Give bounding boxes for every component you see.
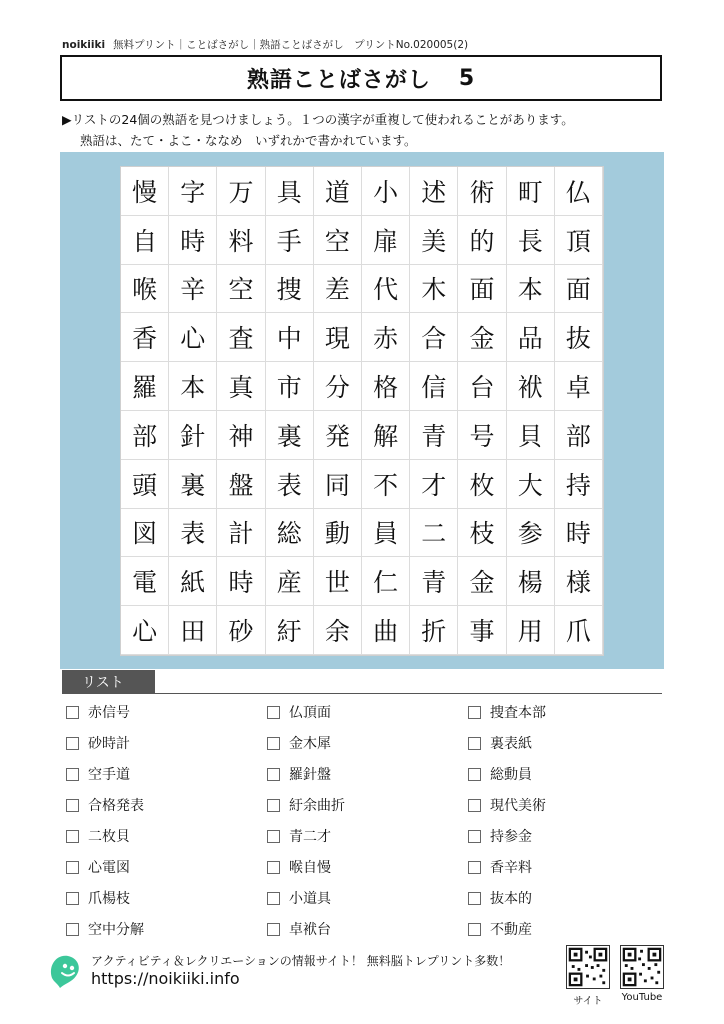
grid-cell[interactable]: 青 (410, 557, 458, 606)
qr-code-site-icon[interactable] (566, 945, 610, 989)
grid-cell[interactable]: 神 (217, 411, 265, 460)
grid-cell[interactable]: 紙 (169, 557, 217, 606)
list-item (267, 764, 331, 784)
list-item-label: 赤信号 (88, 705, 130, 721)
checkbox[interactable] (66, 799, 79, 812)
page-title: 熟語ことばさがし (246, 67, 431, 93)
grid-cell[interactable]: 仁 (362, 557, 410, 606)
list-item (66, 919, 144, 939)
list-item (468, 857, 532, 877)
grid-cell[interactable]: 空 (314, 216, 362, 265)
grid-cell[interactable]: 砂 (217, 606, 265, 655)
noikiiki-logo-icon (44, 948, 86, 990)
checkbox[interactable] (66, 830, 79, 843)
footer-tagline: アクティビティ＆レクリエーションの情報サイト！ 無料脳トレプリント多数！ (91, 954, 511, 968)
list-item-label: 持参金 (490, 829, 532, 845)
grid-cell[interactable]: 仏 (555, 167, 603, 216)
grid-cell[interactable]: 扉 (362, 216, 410, 265)
brand-name: noikiiki (62, 39, 106, 51)
grid-cell[interactable]: 員 (362, 509, 410, 558)
page-number: 5 (458, 65, 476, 91)
list-item (66, 702, 130, 722)
list-divider (62, 693, 662, 694)
grid-cell[interactable]: 様 (555, 557, 603, 606)
grid-cell[interactable]: 針 (169, 411, 217, 460)
checkbox[interactable] (468, 799, 481, 812)
list-item-label: 空手道 (88, 767, 130, 783)
list-item (267, 857, 331, 877)
grid-cell[interactable]: 楊 (507, 557, 555, 606)
list-item-label: 捜査本部 (490, 705, 546, 721)
checkbox[interactable] (66, 706, 79, 719)
list-item-label: 総動員 (490, 767, 532, 783)
grid-cell[interactable]: 部 (121, 411, 169, 460)
grid-cell[interactable]: 抜 (555, 313, 603, 362)
list-item (66, 826, 130, 846)
grid-cell[interactable]: 発 (314, 411, 362, 460)
checkbox[interactable] (66, 861, 79, 874)
list-item (66, 857, 130, 877)
grid-cell[interactable]: 田 (169, 606, 217, 655)
grid-cell[interactable]: 二 (410, 509, 458, 558)
grid-cell[interactable]: 折 (410, 606, 458, 655)
grid-cell[interactable]: 合 (410, 313, 458, 362)
grid-cell[interactable]: 時 (169, 216, 217, 265)
checkbox[interactable] (66, 737, 79, 750)
grid-cell[interactable]: 自 (121, 216, 169, 265)
qr-youtube-label: YouTube (621, 992, 663, 1003)
grid-cell[interactable]: 青 (410, 411, 458, 460)
list-item (267, 919, 331, 939)
list-item-label: 喉自慢 (289, 860, 331, 876)
list-item (267, 733, 331, 753)
breadcrumb: 無料プリント｜ことばさがし｜熟語ことばさがし プリントNo.020005(2) (113, 39, 469, 51)
checkbox[interactable] (267, 799, 280, 812)
grid-cell[interactable]: 部 (555, 411, 603, 460)
checkbox[interactable] (468, 737, 481, 750)
grid-cell[interactable]: 捜 (266, 265, 314, 314)
instruction-line-1: ▶リストの24個の熟語を見つけましょう。１つの漢字が重複して使われることがあります。 (62, 112, 574, 127)
grid-cell[interactable]: 辛 (169, 265, 217, 314)
list-item-label: 小道具 (289, 891, 331, 907)
list-item-label: 爪楊枝 (88, 891, 130, 907)
list-item-label: 裏表紙 (490, 736, 532, 752)
grid-cell[interactable]: 枚 (458, 460, 506, 509)
list-item (468, 764, 532, 784)
checkbox[interactable] (267, 737, 280, 750)
grid-cell[interactable]: 差 (314, 265, 362, 314)
grid-cell[interactable]: 解 (362, 411, 410, 460)
grid-cell[interactable]: 面 (458, 265, 506, 314)
list-item-label: 金木犀 (289, 736, 331, 752)
grid-cell[interactable]: 台 (458, 362, 506, 411)
list-item (468, 919, 532, 939)
list-item-label: 香辛料 (490, 860, 532, 876)
grid-cell[interactable]: 現 (314, 313, 362, 362)
grid-cell[interactable]: 長 (507, 216, 555, 265)
grid-cell[interactable]: 信 (410, 362, 458, 411)
list-item-label: 卓袱台 (289, 922, 331, 938)
grid-cell[interactable]: 曲 (362, 606, 410, 655)
grid-cell[interactable]: 頭 (121, 460, 169, 509)
list-item-label: 仏頂面 (289, 705, 331, 721)
grid-cell[interactable]: 的 (458, 216, 506, 265)
checkbox[interactable] (66, 923, 79, 936)
header-line (62, 37, 468, 52)
grid-cell[interactable]: 香 (121, 313, 169, 362)
grid-cell[interactable]: 町 (507, 167, 555, 216)
list-item (66, 733, 130, 753)
grid-cell[interactable]: 爪 (555, 606, 603, 655)
list-item (468, 795, 546, 815)
grid-cell[interactable]: 盤 (217, 460, 265, 509)
qr-site-label: サイト (573, 996, 603, 1007)
list-item (267, 795, 345, 815)
list-item (468, 888, 532, 908)
grid-cell[interactable]: 参 (507, 509, 555, 558)
list-item (468, 702, 546, 722)
grid-cell[interactable]: 頂 (555, 216, 603, 265)
qr-code-youtube-icon[interactable] (620, 945, 664, 989)
list-item (66, 888, 130, 908)
list-item (267, 826, 331, 846)
kanji-grid (120, 166, 604, 656)
grid-cell[interactable]: 裏 (266, 411, 314, 460)
list-item (66, 795, 144, 815)
list-item-label: 合格発表 (88, 798, 144, 814)
grid-cell[interactable]: 号 (458, 411, 506, 460)
list-item (66, 764, 130, 784)
title-box (60, 55, 662, 101)
grid-cell[interactable]: 面 (555, 265, 603, 314)
grid-cell[interactable]: 査 (217, 313, 265, 362)
grid-cell[interactable]: 万 (217, 167, 265, 216)
grid-cell[interactable]: 卓 (555, 362, 603, 411)
grid-cell[interactable]: 真 (217, 362, 265, 411)
grid-cell[interactable]: 持 (555, 460, 603, 509)
grid-cell[interactable]: 枝 (458, 509, 506, 558)
list-item-label: 羅針盤 (289, 767, 331, 783)
grid-cell[interactable]: 具 (266, 167, 314, 216)
grid-cell[interactable]: 羅 (121, 362, 169, 411)
checkbox[interactable] (468, 861, 481, 874)
grid-cell[interactable]: 喉 (121, 265, 169, 314)
grid-cell[interactable]: 電 (121, 557, 169, 606)
grid-cell[interactable]: 本 (169, 362, 217, 411)
grid-cell[interactable]: 用 (507, 606, 555, 655)
grid-cell[interactable]: 市 (266, 362, 314, 411)
list-item-label: 抜本的 (490, 891, 532, 907)
list-item-label: 紆余曲折 (289, 798, 345, 814)
grid-cell[interactable]: 袱 (507, 362, 555, 411)
checkbox[interactable] (66, 892, 79, 905)
grid-cell[interactable]: 代 (362, 265, 410, 314)
list-tab: リスト (62, 670, 155, 694)
grid-cell[interactable]: 格 (362, 362, 410, 411)
grid-cell[interactable]: 裏 (169, 460, 217, 509)
grid-cell[interactable]: 貝 (507, 411, 555, 460)
grid-cell[interactable]: 心 (169, 313, 217, 362)
checkbox[interactable] (468, 892, 481, 905)
grid-cell[interactable]: 字 (169, 167, 217, 216)
list-item (468, 826, 532, 846)
grid-cell[interactable]: 術 (458, 167, 506, 216)
grid-cell[interactable]: 本 (507, 265, 555, 314)
footer-url[interactable]: https://noikiiki.info (91, 969, 240, 988)
grid-cell[interactable]: 心 (121, 606, 169, 655)
grid-cell[interactable]: 道 (314, 167, 362, 216)
list-item (267, 888, 331, 908)
checkbox[interactable] (468, 923, 481, 936)
grid-cell[interactable]: 産 (266, 557, 314, 606)
list-item (468, 733, 532, 753)
grid-cell[interactable]: 計 (217, 509, 265, 558)
list-item-label: 砂時計 (88, 736, 130, 752)
grid-cell[interactable]: 金 (458, 557, 506, 606)
grid-cell[interactable]: 述 (410, 167, 458, 216)
grid-cell[interactable]: 不 (362, 460, 410, 509)
grid-cell[interactable]: 分 (314, 362, 362, 411)
grid-cell[interactable]: 小 (362, 167, 410, 216)
grid-cell[interactable]: 時 (555, 509, 603, 558)
grid-cell[interactable]: 同 (314, 460, 362, 509)
instruction-line-2: 熟語は、たて・よこ・ななめ いずれかで書かれています。 (80, 133, 417, 148)
checkbox[interactable] (267, 830, 280, 843)
grid-cell[interactable]: 大 (507, 460, 555, 509)
grid-cell[interactable]: 金 (458, 313, 506, 362)
grid-cell[interactable]: 時 (217, 557, 265, 606)
grid-cell[interactable]: 中 (266, 313, 314, 362)
grid-cell[interactable]: 美 (410, 216, 458, 265)
checkbox[interactable] (468, 706, 481, 719)
grid-cell[interactable]: 事 (458, 606, 506, 655)
grid-cell[interactable]: 紆 (266, 606, 314, 655)
list-item (267, 702, 331, 722)
checkbox[interactable] (267, 768, 280, 781)
checkbox[interactable] (468, 768, 481, 781)
grid-cell[interactable]: 総 (266, 509, 314, 558)
grid-cell[interactable]: 手 (266, 216, 314, 265)
grid-cell[interactable]: 表 (266, 460, 314, 509)
grid-cell[interactable]: 世 (314, 557, 362, 606)
list-item-label: 青二才 (289, 829, 331, 845)
list-item-label: 空中分解 (88, 922, 144, 938)
grid-cell[interactable]: 空 (217, 265, 265, 314)
checkbox[interactable] (468, 830, 481, 843)
grid-cell[interactable]: 表 (169, 509, 217, 558)
grid-cell[interactable]: 赤 (362, 313, 410, 362)
grid-cell[interactable]: 木 (410, 265, 458, 314)
grid-cell[interactable]: 余 (314, 606, 362, 655)
checkbox[interactable] (267, 706, 280, 719)
grid-cell[interactable]: 才 (410, 460, 458, 509)
list-item-label: 二枚貝 (88, 829, 130, 845)
grid-cell[interactable]: 慢 (121, 167, 169, 216)
grid-cell[interactable]: 料 (217, 216, 265, 265)
list-item-label: 心電図 (88, 860, 130, 876)
grid-cell[interactable]: 品 (507, 313, 555, 362)
checkbox[interactable] (267, 923, 280, 936)
checkbox[interactable] (267, 892, 280, 905)
checkbox[interactable] (66, 768, 79, 781)
checkbox[interactable] (267, 861, 280, 874)
list-item-label: 現代美術 (490, 798, 546, 814)
grid-cell[interactable]: 図 (121, 509, 169, 558)
list-item-label: 不動産 (490, 922, 532, 938)
grid-cell[interactable]: 動 (314, 509, 362, 558)
